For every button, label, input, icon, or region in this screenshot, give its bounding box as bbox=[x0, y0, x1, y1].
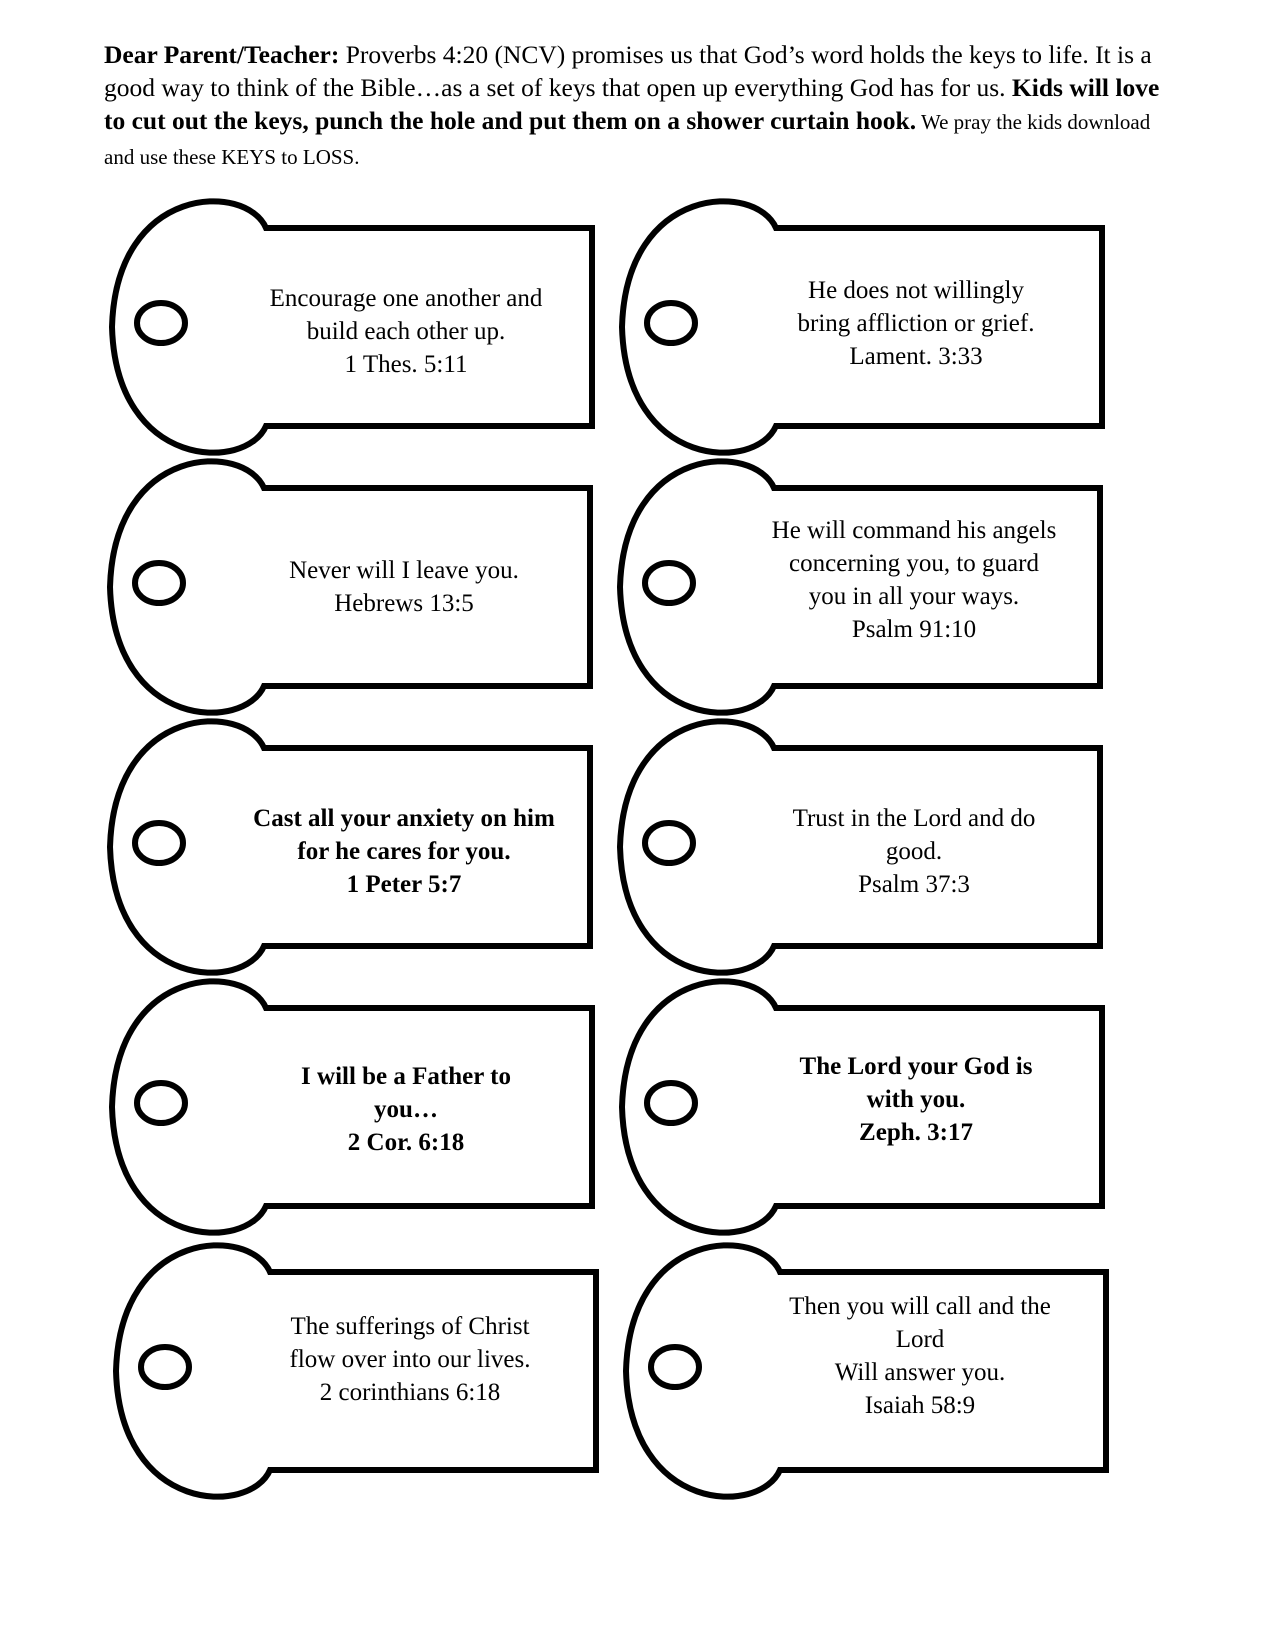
key-verse-line: bring affliction or grief. bbox=[797, 310, 1035, 337]
key-hole-icon bbox=[647, 303, 695, 343]
key-card bbox=[110, 1246, 630, 1502]
key-card bbox=[106, 202, 626, 458]
key-card bbox=[104, 462, 624, 718]
intro-closing: We pray the kids download and use these KEYS to LOSS. bbox=[104, 110, 1151, 169]
key-verse-reference: Lament. 3:33 bbox=[849, 343, 983, 370]
key-verse bbox=[204, 802, 604, 901]
key-verse-reference: 2 corinthians 6:18 bbox=[319, 1379, 501, 1406]
key-verse bbox=[730, 1290, 1110, 1422]
key-hole-icon bbox=[137, 1083, 185, 1123]
key-verse-line: Encourage one another and bbox=[269, 285, 543, 312]
key-card bbox=[614, 462, 1134, 718]
key-card bbox=[620, 1246, 1140, 1502]
key-verse-reference: Psalm 37:3 bbox=[858, 871, 970, 898]
key-verse-reference: 2 Cor. 6:18 bbox=[347, 1129, 465, 1156]
key-verse-line: He does not willingly bbox=[808, 277, 1024, 304]
key-verse bbox=[216, 282, 596, 381]
key-verse-line: you… bbox=[374, 1096, 438, 1123]
key-hole-icon bbox=[141, 1347, 189, 1387]
key-verse-reference: Psalm 91:10 bbox=[851, 616, 977, 643]
key-verse-line: I will be a Father to bbox=[301, 1063, 511, 1090]
key-verse-line: you in all your ways. bbox=[808, 583, 1020, 610]
key-verse-line: Then you will call and the bbox=[789, 1293, 1051, 1320]
key-verse bbox=[216, 1060, 596, 1159]
key-verse-line: Never will I leave you. bbox=[289, 557, 519, 584]
key-verse-line: concerning you, to guard bbox=[789, 550, 1039, 577]
key-hole-icon bbox=[135, 563, 183, 603]
intro-body: Proverbs 4:20 (NCV) promises us that God’s word holds the keys to life. It is a good way to think of the Bible…as a set of keys that open up everything God has for us. bbox=[104, 40, 1152, 102]
key-verse bbox=[726, 274, 1106, 373]
key-verse-line: with you. bbox=[866, 1086, 966, 1113]
key-verse bbox=[220, 1310, 600, 1409]
key-verse-reference: 1 Thes. 5:11 bbox=[344, 351, 468, 378]
key-card bbox=[106, 982, 626, 1238]
key-verse-reference: Zeph. 3:17 bbox=[859, 1119, 973, 1146]
key-hole-icon bbox=[645, 563, 693, 603]
key-card bbox=[616, 982, 1136, 1238]
key-card bbox=[616, 202, 1136, 458]
key-verse-line: flow over into our lives. bbox=[289, 1346, 531, 1373]
key-verse bbox=[726, 1050, 1106, 1149]
key-hole-icon bbox=[645, 823, 693, 863]
key-verse-line: Lord bbox=[895, 1326, 945, 1353]
key-card bbox=[104, 722, 624, 978]
key-verse-line: Trust in the Lord and do bbox=[792, 805, 1036, 832]
key-hole-icon bbox=[651, 1347, 699, 1387]
intro-bold-instruction: Kids will love to cut out the keys, punch the hole and put them on a shower curtain hook. bbox=[104, 73, 1160, 135]
key-verse-line: The Lord your God is bbox=[799, 1053, 1033, 1080]
key-hole-icon bbox=[135, 823, 183, 863]
intro-salutation: Dear Parent/Teacher: bbox=[104, 40, 340, 69]
key-hole-icon bbox=[647, 1083, 695, 1123]
key-verse-reference: 1 Peter 5:7 bbox=[346, 871, 462, 898]
key-verse-line: for he cares for you. bbox=[297, 838, 511, 865]
key-verse bbox=[724, 802, 1104, 901]
key-verse-reference: Hebrews 13:5 bbox=[334, 590, 474, 617]
key-verse bbox=[214, 554, 594, 620]
key-verse-reference: Isaiah 58:9 bbox=[864, 1392, 976, 1419]
key-verse-line: The sufferings of Christ bbox=[290, 1313, 530, 1340]
key-verse bbox=[724, 514, 1104, 646]
key-hole-icon bbox=[137, 303, 185, 343]
key-card bbox=[614, 722, 1134, 978]
key-verse-line: good. bbox=[885, 838, 943, 865]
key-verse-line: Cast all your anxiety on him bbox=[253, 805, 555, 832]
intro-paragraph bbox=[104, 38, 1184, 174]
key-verse-line: He will command his angels bbox=[771, 517, 1057, 544]
key-verse-line: Will answer you. bbox=[834, 1359, 1006, 1386]
key-verse-line: build each other up. bbox=[306, 318, 506, 345]
